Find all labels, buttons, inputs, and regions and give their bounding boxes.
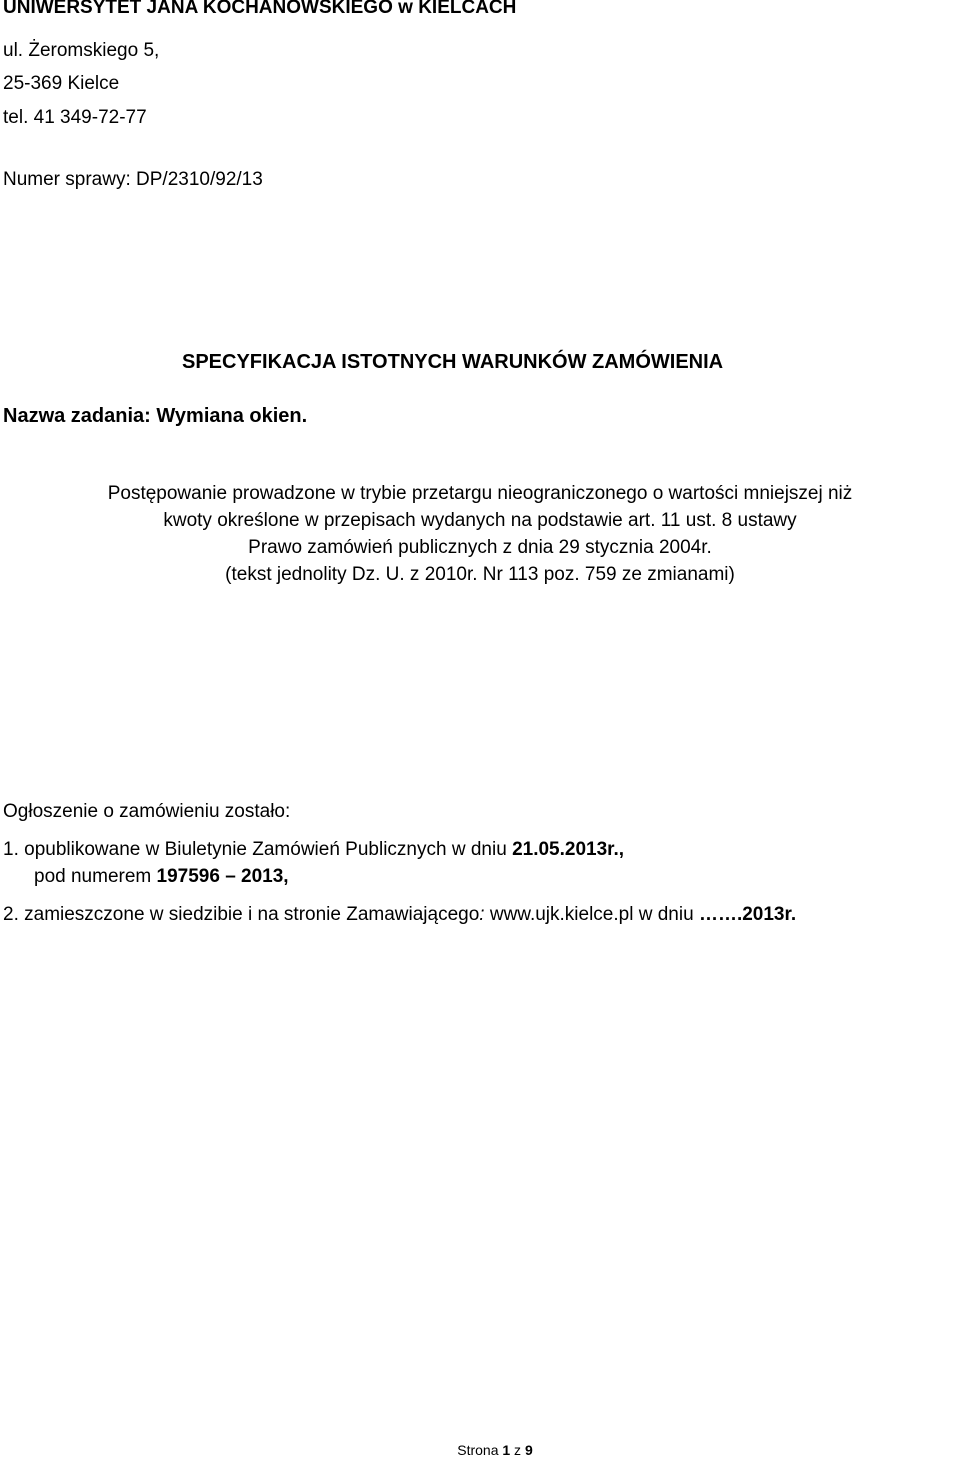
document-title: SPECYFIKACJA ISTOTNYCH WARUNKÓW ZAMÓWIENIA: [182, 351, 724, 373]
item-1-text: 1. opublikowane w Biuletynie Zamówień Publicznych w dniu: [3, 839, 513, 860]
item-2-text: 2. zamieszczone w siedzibie i na stronie Zamawiającego: [3, 904, 480, 925]
item-2-colon: :: [479, 904, 485, 925]
announcement-item-2: [3, 903, 796, 927]
procedure-line-3: Prawo zamówień publicznych z dnia 29 stycznia 2004r.: [248, 537, 712, 558]
item-2-date: …….2013r.: [698, 904, 797, 925]
footer-page-number: 1: [502, 1442, 511, 1458]
address-street: ul. Żeromskiego 5,: [3, 40, 160, 61]
footer-middle: z: [510, 1442, 525, 1458]
item-1-number: 197596 – 2013,: [156, 866, 289, 887]
item-1-date: 21.05.2013r.,: [512, 839, 625, 860]
item-1-number-label: pod numerem: [34, 866, 157, 887]
address-city: 25-369 Kielce: [3, 73, 120, 94]
footer-page-total: 9: [524, 1442, 533, 1458]
page-footer: [0, 1441, 960, 1459]
item-2-site: www.ujk.kielce.pl w dniu: [484, 904, 699, 925]
task-value: Wymiana okien.: [156, 405, 308, 427]
footer-prefix: Strona: [457, 1442, 503, 1458]
procedure-line-2: kwoty określone w przepisach wydanych na podstawie art. 11 ust. 8 ustawy: [163, 510, 797, 531]
announcement-item-1-number: [34, 865, 289, 889]
procedure-line-1: Postępowanie prowadzone w trybie przetargu nieograniczonego o wartości mniejszej niż: [107, 483, 853, 504]
phone-number: tel. 41 349-72-77: [3, 107, 147, 128]
procedure-line-4: (tekst jednolity Dz. U. z 2010r. Nr 113 poz. 759 ze zmianami): [225, 564, 735, 585]
announcement-heading: Ogłoszenie o zamówieniu zostało:: [3, 801, 291, 822]
announcement-item-1: [3, 838, 624, 862]
task-label: Nazwa zadania:: [3, 405, 151, 427]
case-number: Numer sprawy: DP/2310/92/13: [3, 169, 263, 190]
university-name: UNIWERSYTET JANA KOCHANOWSKIEGO w KIELCACH: [3, 0, 517, 18]
task-name: [3, 404, 307, 428]
